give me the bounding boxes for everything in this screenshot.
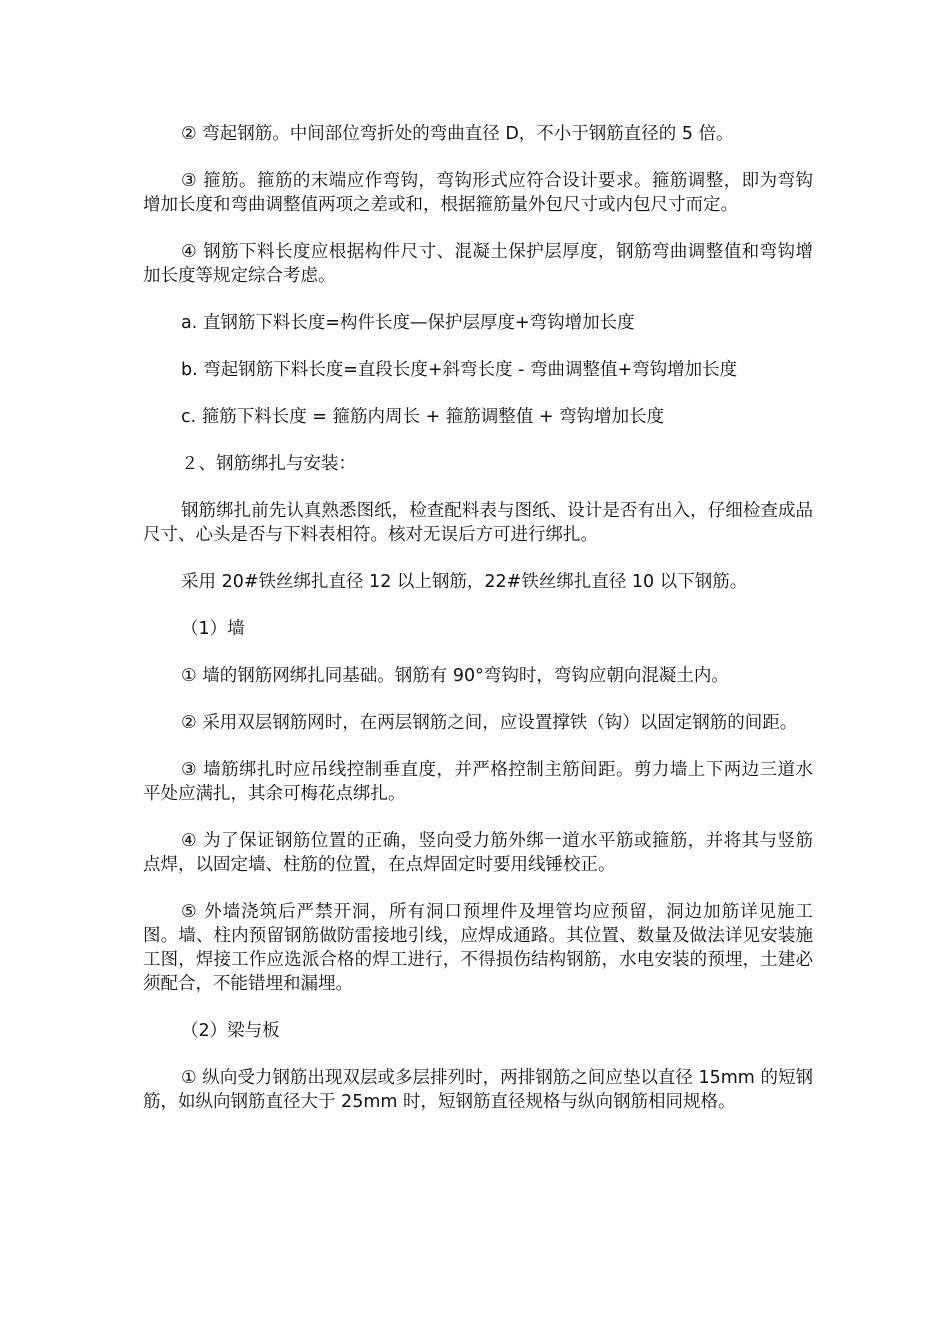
subheading-wall: （1）墙 [181,619,245,639]
paragraph-beam-1: ① 纵向受力钢筋出现双层或多层排列时，两排钢筋之间应垫以直径 15mm 的短钢筋，如纵向钢筋直径大于 25mm 时，短钢筋直径规格与纵向钢筋相同规格。 [143,1068,813,1112]
formula-stirrup: c. 箍筋下料长度 = 箍筋内周长 + 箍筋调整值 + 弯钩增加长度 [181,407,665,427]
formula-straight-bar: a. 直钢筋下料长度=构件长度—保护层厚度+弯钩增加长度 [181,313,635,333]
formula-bent-bar: b. 弯起钢筋下料长度=直段长度+斜弯长度 - 弯曲调整值+弯钩增加长度 [181,360,738,380]
subheading-beam-slab: （2）梁与板 [181,1021,280,1041]
paragraph-cut-length: ④ 钢筋下料长度应根据构件尺寸、混凝土保护层厚度，钢筋弯曲调整值和弯钩增加长度等规定综合考虑。 [143,242,813,286]
document-body [143,122,813,1137]
section-heading-binding: ２、钢筋绑扎与安装： [181,454,356,474]
paragraph-wall-2: ② 采用双层钢筋网时，在两层钢筋之间，应设置撑铁（钩）以固定钢筋的间距。 [181,713,798,733]
paragraph-wall-3: ③ 墙筋绑扎时应吊线控制垂直度，并严格控制主筋间距。剪力墙上下两边三道水平处应满扎，其余可梅花点绑扎。 [143,760,813,804]
paragraph-bent-bar: ② 弯起钢筋。中间部位弯折处的弯曲直径 D，不小于钢筋直径的 5 倍。 [181,124,734,144]
paragraph-stirrup: ③ 箍筋。箍筋的末端应作弯钩，弯钩形式应符合设计要求。箍筋调整，即为弯钩增加长度和弯曲调整值两项之差或和，根据箍筋量外包尺寸或内包尺寸而定。 [143,171,813,215]
paragraph-wall-4: ④ 为了保证钢筋位置的正确，竖向受力筋外绑一道水平筋或箍筋，并将其与竖筋点焊，以固定墙、柱筋的位置，在点焊固定时要用线锤校正。 [143,831,813,875]
paragraph-wire-spec: 采用 20#铁丝绑扎直径 12 以上钢筋，22#铁丝绑扎直径 10 以下钢筋。 [181,572,748,592]
paragraph-wall-5: ⑤ 外墙浇筑后严禁开洞，所有洞口预埋件及埋管均应预留，洞边加筋详见施工图。墙、柱内预留钢筋做防雷接地引线，应焊成通路。其位置、数量及做法详见安装施工图，焊接工作应选派合格的焊工进行，不得损伤结构钢筋，水电安装的预埋，土建必须配合，不能错埋和漏埋。 [143,902,813,994]
paragraph-binding-prep: 钢筋绑扎前先认真熟悉图纸，检查配料表与图纸、设计是否有出入，仔细检查成品尺寸、心头是否与下料表相符。核对无误后方可进行绑扎。 [143,501,813,545]
paragraph-wall-1: ① 墙的钢筋网绑扎同基础。钢筋有 90°弯钩时，弯钩应朝向混凝土内。 [181,666,729,686]
